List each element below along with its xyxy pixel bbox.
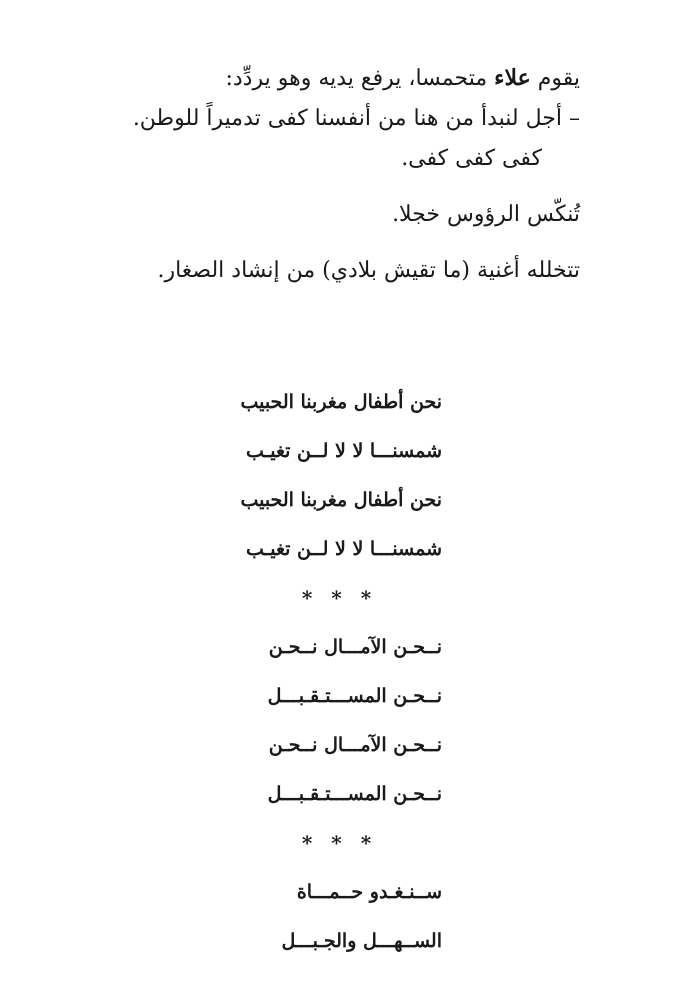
poem-line: ســنـغـدو حــمـــاة xyxy=(296,881,442,903)
poem-line: نحن أطفال مغربنا الحبيب xyxy=(240,391,442,413)
poem-line: نــحـن الآمـــال نــحـن xyxy=(268,636,442,658)
poem-line: شمسنـــا لا لا لــن تغيـب xyxy=(245,440,442,462)
song-lyrics xyxy=(182,378,442,966)
poem-line: نــحـن الآمـــال نــحـن xyxy=(268,734,442,756)
character-name: علاء xyxy=(494,65,531,91)
poem-line: نحن أطفال مغربنا الحبيب xyxy=(240,489,442,511)
stanza-separator: * * * xyxy=(301,831,378,855)
prose-line-1 xyxy=(60,58,580,99)
prose-line-5: تتخلله أغنية (ما تقيش بلادي) من إنشاد الصغار. xyxy=(157,258,580,283)
prose-section xyxy=(60,58,580,291)
poem-line: نــحـن المســـتـقـبـــل xyxy=(267,783,442,805)
prose-line-4: تُنكّس الرؤوس خجلا. xyxy=(392,202,580,227)
prose-line-3: كفى كفى كفى. xyxy=(401,146,542,171)
prose-line-1-prefix: يقوم xyxy=(530,66,580,91)
prose-line-1-rest: متحمسا، يرفع يديه وهو يردِّد: xyxy=(225,66,495,91)
stanza-separator: * * * xyxy=(301,586,378,610)
poem-line: نــحـن المســـتـقـبـــل xyxy=(267,685,442,707)
prose-line-2: – أجل لنبدأ من هنا من أنفسنا كفى تدميراً للوطن. xyxy=(132,106,580,131)
poem-line: شمسنـــا لا لا لــن تغيـب xyxy=(245,538,442,560)
poem-line: الســهـــل والجـبـــل xyxy=(281,930,442,952)
